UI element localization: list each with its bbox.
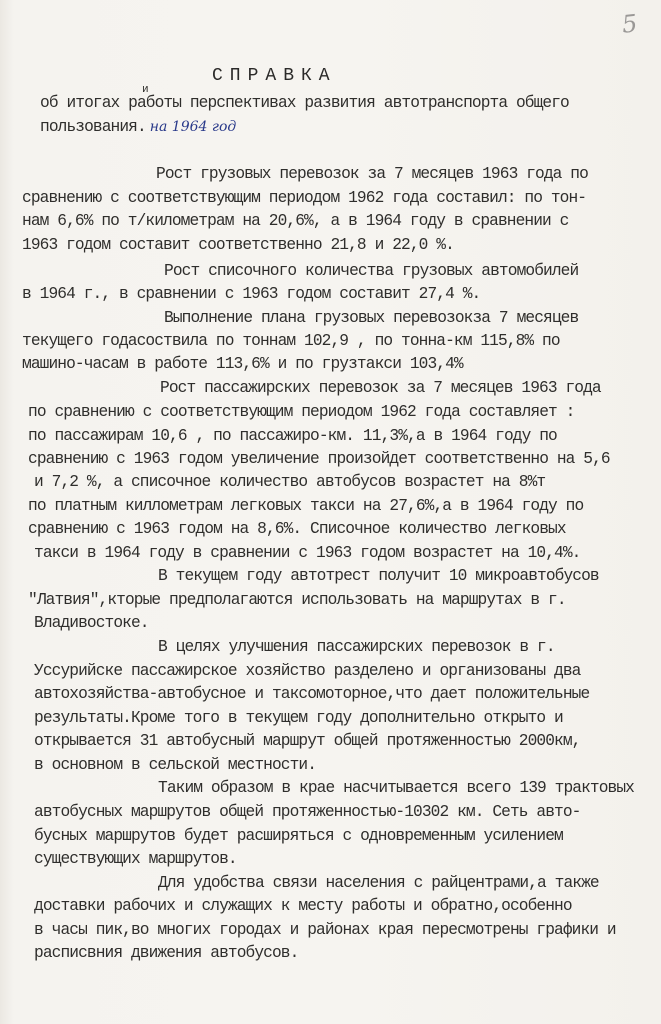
subtitle-line [40, 117, 236, 137]
body-line: В целях улучшения пассажирских перевозок в г. [158, 638, 555, 656]
body-line: машино-часам в работе 113,6% и по грузтакси 103,4% [22, 355, 463, 373]
body-line: 1963 годом составит соответственно 21,8 и 22,0 %. [22, 236, 454, 254]
body-line: доставки рабочих и служащих к месту работы и обратно,особенно [34, 897, 572, 915]
body-line: расписвния движения автобусов. [34, 944, 299, 962]
body-line: текущего годасоствила по тоннам 102,9 , по тонна-км 115,8% по [22, 332, 560, 350]
body-line: по сравнению с соответствующим периодом 1962 года составляет : [28, 403, 575, 421]
body-line: и 7,2 %, а списочное количество автобусов возрастет на 8%т [34, 473, 546, 491]
body-line: результаты.Кроме того в текущем году дополнительно открыто и [34, 709, 563, 727]
handwritten-note: на 1964 год [149, 119, 237, 135]
page-number: 5 [620, 9, 639, 39]
body-line: по платным киллометрам легковых такси на 27,6%,а в 1964 году по [28, 497, 584, 515]
body-line: по пассажирам 10,6 , по пассажиро-км. 11,3%,а в 1964 году по [28, 427, 557, 445]
body-line: в основном в сельской местности. [34, 756, 317, 774]
body-line: Рост пассажирских перевозок за 7 месяцев 1963 года [160, 379, 601, 397]
document-title: СПРАВКА [212, 66, 337, 86]
body-line: В текущем году автотрест получит 10 микроавтобусов [158, 567, 599, 585]
body-line: Рост списочного количества грузовых автомобилей [164, 262, 579, 280]
body-line: бусных маршрутов будет расширяться с одновременным усилением [34, 827, 563, 845]
body-line: автобусных маршрутов общей протяженностью-10302 км. Сеть авто- [34, 803, 581, 821]
body-line: автохозяйства-автобусное и таксомоторное,что дает положительные [34, 685, 590, 703]
body-line: нам 6,6% по т/километрам на 20,6%, а в 1964 году в сравнении с [22, 212, 569, 230]
body-line: Таким образом в крае насчитывается всего 139 трактовых [158, 779, 634, 797]
subtitle-insert: и [142, 84, 149, 96]
body-line: в 1964 г., в сравнении с 1963 годом составит 27,4 %. [22, 285, 481, 303]
subtitle-text: пользования. [40, 118, 146, 136]
body-line: Выполнение плана грузовых перевозокза 7 месяцев [164, 309, 579, 327]
body-line: Для удобства связи населения с райцентрами,а также [158, 874, 599, 892]
body-line: открывается 31 автобусный маршрут общей протяженностью 2000км, [34, 732, 581, 750]
body-line: существующих маршрутов. [34, 850, 237, 868]
body-line: Рост грузовых перевозок за 7 месяцев 1963 года по [156, 165, 588, 183]
body-line: "Латвия",кторые предполагаются использовать на маршрутах в г. [28, 591, 566, 609]
subtitle-line: об итогах работы перспективах развития автотранспорта общего [40, 94, 569, 112]
body-line: Уссурийске пассажирское хозяйство разделено и организованы два [34, 662, 581, 680]
body-line: такси в 1964 году в сравнении с 1963 годом возрастет на 10,4%. [34, 544, 581, 562]
body-line: сравнению с 1963 годом увеличение произойдет соответственно на 5,6 [28, 450, 610, 468]
body-line: сравнению с 1963 годом на 8,6%. Списочное количество легковых [28, 520, 566, 538]
body-line: в часы пик,во многих городах и районах края пересмотрены графики и [34, 921, 616, 939]
body-line: сравнению с соответствующим периодом 1962 года составил: по тон- [22, 189, 587, 207]
body-line: Владивостоке. [34, 614, 149, 632]
